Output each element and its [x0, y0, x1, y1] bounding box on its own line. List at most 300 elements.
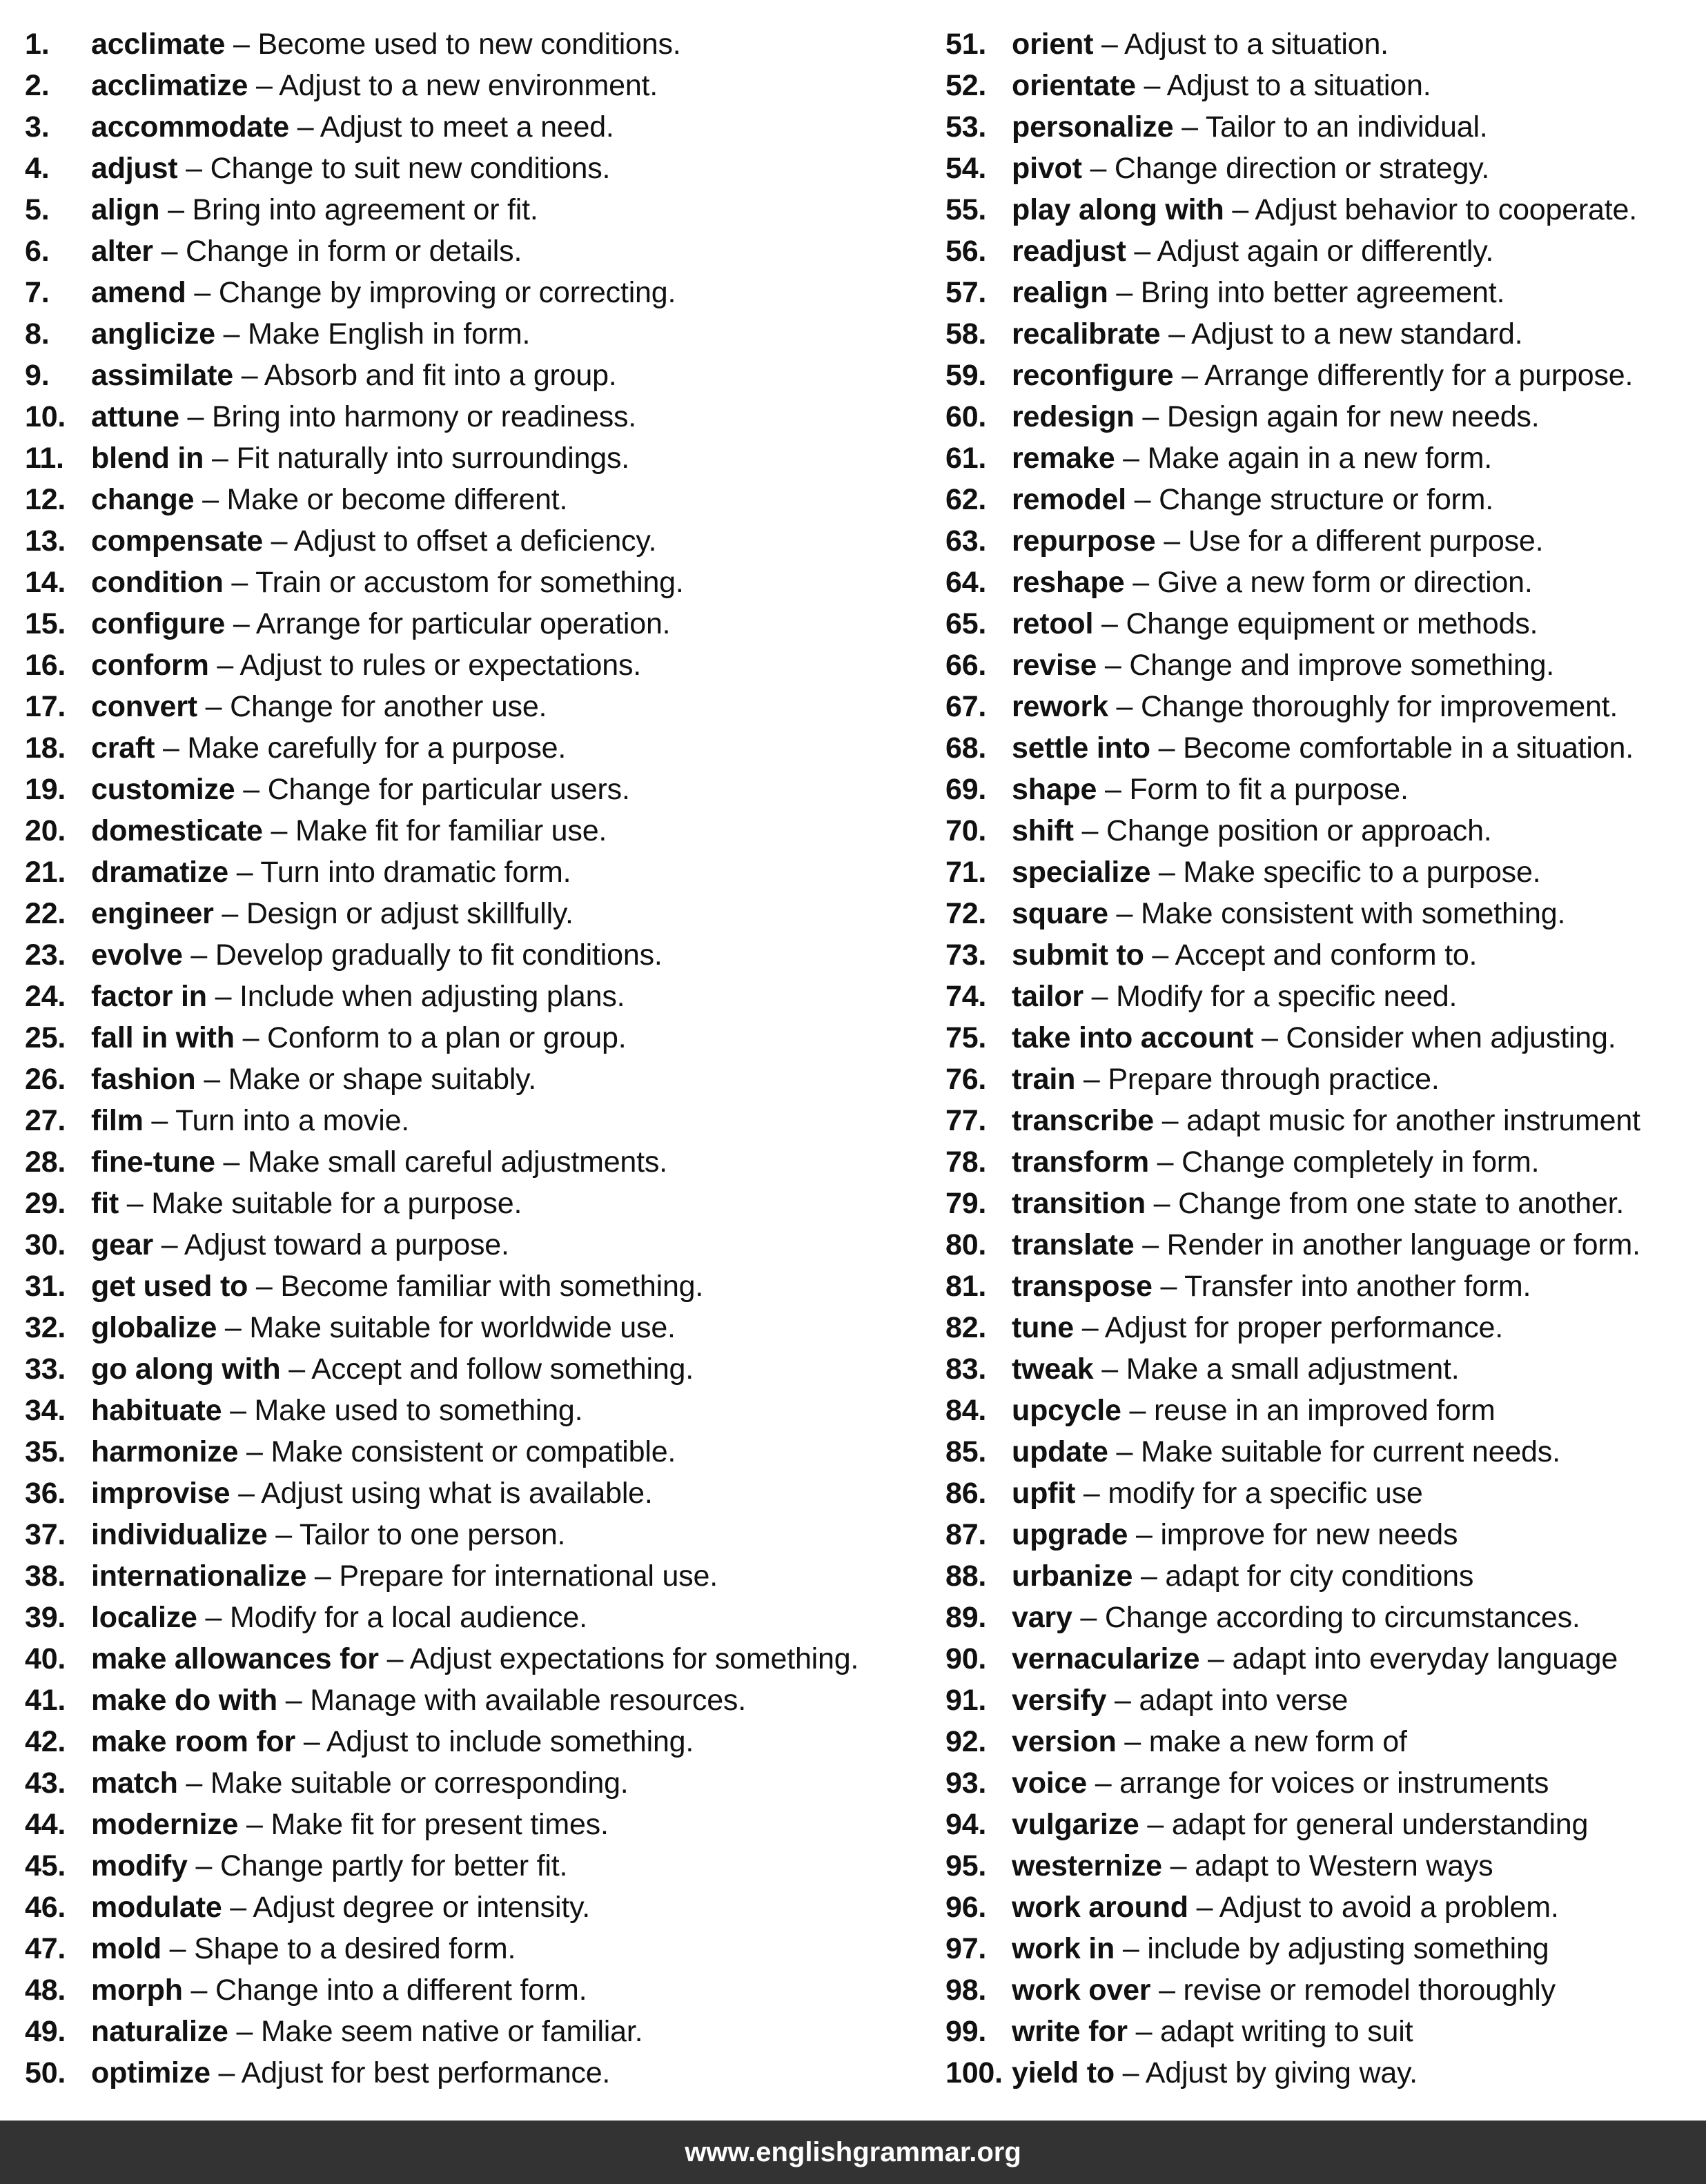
- item-definition: – Turn into dramatic form.: [228, 856, 571, 889]
- item-term: retool: [1012, 607, 1094, 640]
- item-text: [91, 1017, 626, 1059]
- item-number: 11.: [25, 442, 64, 475]
- word-list-column-left: [25, 23, 922, 2094]
- item-text: [1012, 230, 1493, 272]
- item-text: [91, 1845, 567, 1887]
- item-number: 53.: [945, 110, 987, 144]
- item-text: [91, 1059, 536, 1100]
- item-number: 30.: [25, 1228, 66, 1261]
- list-item: [25, 479, 922, 520]
- item-definition: – Adjust again or differently.: [1126, 235, 1494, 268]
- item-definition: – Adjust toward a purpose.: [153, 1228, 509, 1261]
- item-number: 5.: [25, 193, 50, 226]
- item-definition: – Make seem native or familiar.: [228, 2015, 643, 2048]
- item-definition: – Make fit for present times.: [238, 1808, 609, 1841]
- item-term: vulgarize: [1012, 1808, 1139, 1841]
- item-definition: – Change direction or strategy.: [1081, 152, 1490, 185]
- item-term: repurpose: [1012, 524, 1156, 558]
- item-text: [1012, 1762, 1549, 1804]
- item-term: redesign: [1012, 400, 1135, 433]
- list-item: [25, 1100, 922, 1141]
- item-definition: – Change from one state to another.: [1145, 1187, 1625, 1220]
- item-number: 60.: [945, 400, 987, 433]
- item-text: [1012, 1183, 1624, 1224]
- item-definition: – Make used to something.: [222, 1394, 583, 1427]
- item-term: work around: [1012, 1891, 1188, 1924]
- item-definition: – arrange for voices or instruments: [1086, 1767, 1549, 1800]
- item-number: 54.: [945, 152, 987, 185]
- item-number: 95.: [945, 1849, 987, 1882]
- list-item: [25, 437, 922, 479]
- item-number: 45.: [25, 1849, 66, 1882]
- list-item: [25, 106, 922, 148]
- item-definition: – Change into a different form.: [182, 1974, 587, 2007]
- item-term: translate: [1012, 1228, 1135, 1261]
- item-term: versify: [1012, 1684, 1107, 1717]
- item-number: 83.: [945, 1352, 987, 1386]
- item-number: 13.: [25, 524, 66, 558]
- list-item: [25, 1969, 922, 2011]
- item-term: fine-tune: [91, 1145, 215, 1179]
- item-definition: – Make English in form.: [215, 317, 531, 351]
- list-item: [945, 1597, 1706, 1638]
- list-item: [25, 1638, 922, 1680]
- item-term: optimize: [91, 2056, 210, 2089]
- item-term: assimilate: [91, 359, 233, 392]
- item-definition: – Change equipment or methods.: [1093, 607, 1538, 640]
- item-definition: – Make suitable for a purpose.: [119, 1187, 522, 1220]
- list-item: [945, 852, 1706, 893]
- item-text: [91, 1514, 565, 1555]
- item-term: voice: [1012, 1767, 1087, 1800]
- list-item: [945, 1680, 1706, 1721]
- item-term: orientate: [1012, 69, 1136, 102]
- list-item: [25, 272, 922, 313]
- list-item: [945, 1390, 1706, 1431]
- list-item: [945, 1017, 1706, 1059]
- list-item: [25, 1928, 922, 1969]
- item-term: naturalize: [91, 2015, 228, 2048]
- item-term: blend in: [91, 442, 204, 475]
- item-text: [91, 1597, 587, 1638]
- item-number: 7.: [25, 276, 50, 309]
- item-text: [91, 355, 617, 396]
- item-definition: – Make or shape suitably.: [195, 1063, 537, 1096]
- item-term: acclimate: [91, 28, 226, 61]
- item-term: fit: [91, 1187, 119, 1220]
- item-definition: – Adjust to offset a deficiency.: [262, 524, 657, 558]
- list-item: [945, 396, 1706, 437]
- list-item: [945, 1804, 1706, 1845]
- item-text: [1012, 1845, 1493, 1887]
- list-item: [25, 562, 922, 603]
- item-number: 44.: [25, 1808, 66, 1841]
- item-text: [91, 313, 530, 355]
- item-term: improvise: [91, 1477, 231, 1510]
- item-number: 99.: [945, 2015, 987, 2048]
- item-term: attune: [91, 400, 179, 433]
- item-text: [1012, 355, 1633, 396]
- item-definition: – Make suitable for worldwide use.: [217, 1311, 676, 1344]
- item-term: accommodate: [91, 110, 289, 144]
- item-number: 12.: [25, 483, 66, 516]
- item-term: tailor: [1012, 980, 1084, 1013]
- item-number: 97.: [945, 1932, 987, 1965]
- list-item: [25, 1307, 922, 1348]
- item-definition: – Arrange differently for a purpose.: [1173, 359, 1634, 392]
- item-number: 66.: [945, 649, 987, 682]
- item-text: [91, 1680, 746, 1721]
- item-definition: – Make consistent with something.: [1108, 897, 1566, 930]
- item-number: 19.: [25, 773, 66, 806]
- list-item: [25, 852, 922, 893]
- item-definition: – Modify for a specific need.: [1083, 980, 1458, 1013]
- item-term: get used to: [91, 1270, 248, 1303]
- item-term: orient: [1012, 28, 1094, 61]
- list-item: [25, 396, 922, 437]
- list-item: [25, 1845, 922, 1887]
- item-term: dramatize: [91, 856, 228, 889]
- item-definition: – Consider when adjusting.: [1253, 1021, 1616, 1054]
- item-term: update: [1012, 1435, 1108, 1468]
- list-item: [945, 106, 1706, 148]
- item-number: 21.: [25, 856, 66, 889]
- item-term: upgrade: [1012, 1518, 1128, 1551]
- item-number: 90.: [945, 1642, 987, 1675]
- item-text: [91, 479, 567, 520]
- list-item: [25, 810, 922, 852]
- item-number: 39.: [25, 1601, 66, 1634]
- item-definition: – Make or become different.: [194, 483, 568, 516]
- item-term: specialize: [1012, 856, 1151, 889]
- item-term: compensate: [91, 524, 263, 558]
- item-text: [91, 1307, 676, 1348]
- item-text: [1012, 727, 1634, 769]
- item-definition: – reuse in an improved form: [1121, 1394, 1496, 1427]
- item-definition: – Make suitable or corresponding.: [177, 1767, 629, 1800]
- item-number: 73.: [945, 938, 987, 972]
- item-term: work in: [1012, 1932, 1115, 1965]
- item-term: convert: [91, 690, 197, 723]
- list-item: [25, 1266, 922, 1307]
- item-number: 43.: [25, 1767, 66, 1800]
- item-term: remake: [1012, 442, 1115, 475]
- item-term: acclimatize: [91, 69, 248, 102]
- list-item: [945, 934, 1706, 976]
- item-term: internationalize: [91, 1560, 307, 1593]
- list-item: [945, 1100, 1706, 1141]
- item-term: craft: [91, 731, 155, 765]
- item-text: [1012, 1638, 1618, 1680]
- item-definition: – Adjust expectations for something.: [378, 1642, 859, 1675]
- item-text: [1012, 1059, 1440, 1100]
- item-text: [1012, 2011, 1413, 2052]
- list-item: [25, 1431, 922, 1473]
- item-definition: – Adjust to rules or expectations.: [208, 649, 642, 682]
- item-definition: – Develop gradually to fit conditions.: [182, 938, 663, 972]
- item-number: 69.: [945, 773, 987, 806]
- item-definition: – Adjust degree or intensity.: [222, 1891, 590, 1924]
- item-number: 9.: [25, 359, 50, 392]
- item-definition: – Prepare through practice.: [1075, 1063, 1440, 1096]
- list-item: [945, 1141, 1706, 1183]
- list-item: [25, 1059, 922, 1100]
- item-term: westernize: [1012, 1849, 1162, 1882]
- list-item: [945, 148, 1706, 189]
- item-number: 33.: [25, 1352, 66, 1386]
- item-text: [91, 727, 566, 769]
- item-term: readjust: [1012, 235, 1126, 268]
- item-definition: – Fit naturally into surroundings.: [204, 442, 630, 475]
- item-text: [1012, 479, 1493, 520]
- item-term: gear: [91, 1228, 154, 1261]
- list-item: [945, 976, 1706, 1017]
- item-text: [1012, 810, 1492, 852]
- item-term: pivot: [1012, 152, 1082, 185]
- item-term: customize: [91, 773, 235, 806]
- item-text: [1012, 1431, 1560, 1473]
- item-text: [91, 1804, 609, 1845]
- item-text: [1012, 1348, 1459, 1390]
- item-number: 58.: [945, 317, 987, 351]
- item-definition: – improve for new needs: [1128, 1518, 1458, 1551]
- item-term: adjust: [91, 152, 178, 185]
- item-term: domesticate: [91, 814, 263, 847]
- item-text: [1012, 1224, 1640, 1266]
- item-definition: – Change completely in form.: [1148, 1145, 1540, 1179]
- list-item: [945, 1431, 1706, 1473]
- item-number: 10.: [25, 400, 66, 433]
- item-text: [91, 396, 636, 437]
- item-term: align: [91, 193, 160, 226]
- list-item: [25, 1017, 922, 1059]
- item-text: [1012, 1721, 1407, 1762]
- item-text: [1012, 1804, 1588, 1845]
- item-text: [1012, 1141, 1539, 1183]
- list-item: [25, 1804, 922, 1845]
- item-term: make room for: [91, 1725, 296, 1758]
- item-text: [1012, 437, 1492, 479]
- item-number: 38.: [25, 1560, 66, 1593]
- item-term: write for: [1012, 2015, 1128, 2048]
- item-text: [91, 1348, 694, 1390]
- item-text: [91, 1887, 590, 1928]
- item-definition: – Give a new form or direction.: [1124, 566, 1533, 599]
- item-definition: – Become comfortable in a situation.: [1150, 731, 1634, 765]
- item-text: [1012, 852, 1540, 893]
- item-term: tune: [1012, 1311, 1074, 1344]
- item-number: 16.: [25, 649, 66, 682]
- item-definition: – Adjust to a situation.: [1135, 69, 1431, 102]
- list-item: [25, 603, 922, 645]
- item-definition: – Make a small adjustment.: [1093, 1352, 1460, 1386]
- item-number: 26.: [25, 1063, 66, 1096]
- list-item: [945, 1473, 1706, 1514]
- list-item: [945, 2011, 1706, 2052]
- item-definition: – Tailor to an individual.: [1173, 110, 1488, 144]
- item-text: [91, 1266, 703, 1307]
- item-definition: – Change in form or details.: [153, 235, 522, 268]
- item-text: [1012, 645, 1554, 686]
- list-item: [25, 1887, 922, 1928]
- item-term: amend: [91, 276, 186, 309]
- item-definition: – modify for a specific use: [1075, 1477, 1423, 1510]
- item-text: [91, 65, 658, 106]
- item-definition: – adapt to Western ways: [1161, 1849, 1493, 1882]
- item-term: go along with: [91, 1352, 281, 1386]
- item-definition: – Change by improving or correcting.: [186, 276, 676, 309]
- item-term: remodel: [1012, 483, 1126, 516]
- list-item: [945, 769, 1706, 810]
- item-text: [91, 272, 676, 313]
- item-term: tweak: [1012, 1352, 1094, 1386]
- list-item: [945, 1307, 1706, 1348]
- item-text: [1012, 1473, 1423, 1514]
- item-text: [1012, 686, 1618, 727]
- item-text: [1012, 272, 1504, 313]
- item-number: 77.: [945, 1104, 987, 1137]
- item-definition: – Use for a different purpose.: [1155, 524, 1544, 558]
- item-definition: – revise or remodel thoroughly: [1150, 1974, 1556, 2007]
- list-item: [25, 976, 922, 1017]
- item-term: harmonize: [91, 1435, 239, 1468]
- item-definition: – adapt for general understanding: [1139, 1808, 1589, 1841]
- item-number: 79.: [945, 1187, 987, 1220]
- item-number: 42.: [25, 1725, 66, 1758]
- item-definition: – make a new form of: [1116, 1725, 1407, 1758]
- item-number: 98.: [945, 1974, 987, 2007]
- item-number: 41.: [25, 1684, 66, 1717]
- list-item: [25, 1390, 922, 1431]
- item-number: 23.: [25, 938, 66, 972]
- item-definition: – Adjust to a new environment.: [248, 69, 658, 102]
- item-number: 52.: [945, 69, 987, 102]
- list-item: [25, 1680, 922, 1721]
- item-definition: – Adjust behavior to cooperate.: [1224, 193, 1637, 226]
- item-number: 28.: [25, 1145, 66, 1179]
- list-item: [945, 313, 1706, 355]
- item-term: anglicize: [91, 317, 215, 351]
- item-definition: – Make consistent or compatible.: [238, 1435, 676, 1468]
- item-number: 4.: [25, 152, 50, 185]
- item-definition: – Design or adjust skillfully.: [213, 897, 573, 930]
- item-number: 62.: [945, 483, 987, 516]
- item-term: shape: [1012, 773, 1097, 806]
- item-definition: – Change for particular users.: [235, 773, 630, 806]
- item-number: 76.: [945, 1063, 987, 1096]
- item-term: revise: [1012, 649, 1097, 682]
- item-text: [91, 1473, 653, 1514]
- item-number: 6.: [25, 235, 50, 268]
- item-text: [1012, 1555, 1473, 1597]
- item-text: [1012, 976, 1457, 1017]
- item-term: evolve: [91, 938, 183, 972]
- item-definition: – Bring into agreement or fit.: [159, 193, 538, 226]
- item-number: 31.: [25, 1270, 66, 1303]
- item-number: 70.: [945, 814, 987, 847]
- footer-bar: [0, 2121, 1706, 2184]
- footer-url[interactable]: www.englishgrammar.org: [685, 2137, 1021, 2167]
- item-definition: – Make small careful adjustments.: [215, 1145, 667, 1179]
- item-definition: – Make carefully for a purpose.: [155, 731, 567, 765]
- item-text: [1012, 189, 1637, 230]
- item-text: [91, 1100, 409, 1141]
- item-number: 86.: [945, 1477, 987, 1510]
- item-number: 46.: [25, 1891, 66, 1924]
- item-term: train: [1012, 1063, 1076, 1096]
- item-number: 72.: [945, 897, 987, 930]
- item-definition: – Make fit for familiar use.: [262, 814, 607, 847]
- item-definition: – Adjust for proper performance.: [1073, 1311, 1503, 1344]
- item-text: [91, 23, 681, 65]
- item-number: 85.: [945, 1435, 987, 1468]
- list-item: [25, 934, 922, 976]
- item-term: fall in with: [91, 1021, 235, 1054]
- item-term: rework: [1012, 690, 1108, 723]
- item-definition: – Adjust for best performance.: [210, 2056, 611, 2089]
- item-text: [91, 1721, 694, 1762]
- item-definition: – Change position or approach.: [1073, 814, 1492, 847]
- item-number: 100.: [945, 2056, 1003, 2089]
- list-item: [945, 2052, 1706, 2094]
- item-number: 40.: [25, 1642, 66, 1675]
- item-text: [1012, 2052, 1418, 2094]
- list-item: [25, 313, 922, 355]
- item-term: work over: [1012, 1974, 1151, 2007]
- item-term: square: [1012, 897, 1108, 930]
- item-term: engineer: [91, 897, 214, 930]
- item-definition: – Bring into harmony or readiness.: [179, 400, 637, 433]
- item-definition: – Change according to circumstances.: [1072, 1601, 1580, 1634]
- item-term: urbanize: [1012, 1560, 1133, 1593]
- item-term: film: [91, 1104, 144, 1137]
- item-number: 80.: [945, 1228, 987, 1261]
- list-item: [25, 1762, 922, 1804]
- item-number: 36.: [25, 1477, 66, 1510]
- item-definition: – Include when adjusting plans.: [206, 980, 625, 1013]
- item-term: match: [91, 1767, 178, 1800]
- list-item: [945, 1638, 1706, 1680]
- item-definition: – adapt writing to suit: [1127, 2015, 1413, 2048]
- list-item: [25, 520, 922, 562]
- item-number: 3.: [25, 110, 50, 144]
- item-text: [91, 603, 670, 645]
- item-text: [1012, 1266, 1531, 1307]
- item-term: upcycle: [1012, 1394, 1121, 1427]
- item-definition: – Bring into better agreement.: [1108, 276, 1505, 309]
- item-definition: – Change structure or form.: [1126, 483, 1494, 516]
- item-text: [1012, 313, 1522, 355]
- item-number: 57.: [945, 276, 987, 309]
- item-number: 91.: [945, 1684, 987, 1717]
- list-item: [25, 893, 922, 934]
- list-item: [945, 65, 1706, 106]
- item-number: 63.: [945, 524, 987, 558]
- item-number: 17.: [25, 690, 66, 723]
- item-text: [91, 769, 630, 810]
- list-item: [25, 769, 922, 810]
- item-term: reconfigure: [1012, 359, 1174, 392]
- list-item: [25, 1141, 922, 1183]
- item-text: [1012, 106, 1488, 148]
- item-number: 49.: [25, 2015, 66, 2048]
- item-text: [91, 852, 571, 893]
- item-definition: – Change thoroughly for improvement.: [1108, 690, 1618, 723]
- item-number: 34.: [25, 1394, 66, 1427]
- list-item: [945, 272, 1706, 313]
- list-item: [945, 230, 1706, 272]
- item-definition: – adapt for city conditions: [1133, 1560, 1474, 1593]
